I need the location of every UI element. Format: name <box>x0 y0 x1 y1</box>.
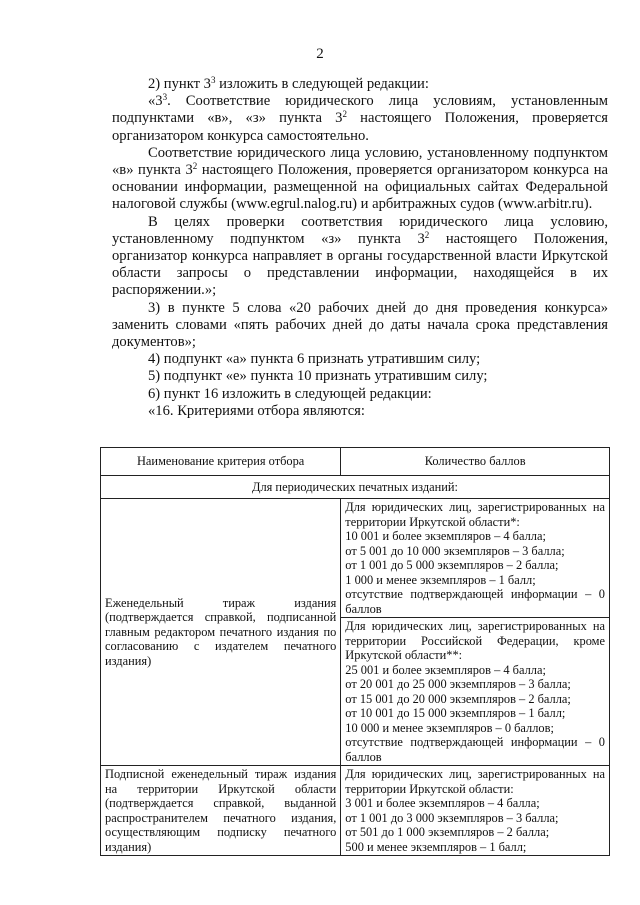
score-line: от 10 001 до 15 000 экземпляров – 1 балл; <box>345 706 566 720</box>
table-row <box>101 766 610 856</box>
score-intro: Для юридических лиц, зарегистрированных на территории Иркутской области*: <box>345 500 605 529</box>
paragraph-compliance-v <box>112 145 608 214</box>
paragraph-compliance-z <box>112 214 608 300</box>
score-line: отсутствие подтверждающей информации – 0 баллов <box>345 587 605 616</box>
header-score: Количество баллов <box>341 448 610 476</box>
paragraph-text: настоящего Положения, организатор конкурса направляет в органы государственной власти Иркутской области запросы о представлении информации, находящейся в их распоряжении.»; <box>112 230 608 299</box>
table-row <box>101 499 610 618</box>
score-cell <box>341 499 610 618</box>
superscript: 3 <box>162 92 168 103</box>
page-number: 2 <box>316 46 324 62</box>
paragraph-item-3: 3) в пункте 5 слова «20 рабочих дней до дня проведения конкурса» заменить словами «пять рабочих дней до даты начала срока представления документов»; <box>112 299 608 351</box>
score-line: 10 000 и менее экземпляров – 0 баллов; <box>345 720 554 735</box>
paragraph-text: изложить в следующей редакции: <box>215 76 429 92</box>
paragraph-text: В целях проверки соответствия юридического лица условию, установленному подпунктом «з» пункта 3 <box>112 213 608 247</box>
score-line: 1 000 и менее экземпляров – 1 балл; <box>345 572 536 587</box>
paragraph-clause-16: «16. Критериями отбора являются: <box>148 402 365 419</box>
score-line: 500 и менее экземпляров – 1 балл; <box>345 839 527 854</box>
paragraph-item-5: 5) подпункт «е» пункта 10 признать утратившим силу; <box>148 368 488 385</box>
score-line: от 501 до 1 000 экземпляров – 2 балла; <box>345 825 550 839</box>
score-line: от 1 001 до 3 000 экземпляров – 3 балла; <box>345 810 559 825</box>
superscript: 2 <box>192 161 198 172</box>
header-criterion: Наименование критерия отбора <box>101 448 341 476</box>
criterion-name: Еженедельный тираж издания (подтверждается справкой, подписанной главным редактором печатного издания по согласованию с издателем печатного издания) <box>101 499 341 766</box>
superscript: 3 <box>210 75 216 85</box>
paragraph-item-4: 4) подпункт «а» пункта 6 признать утратившим силу; <box>148 351 481 368</box>
table-header-row <box>101 448 610 476</box>
score-line: отсутствие подтверждающей информации – 0 баллов <box>345 735 605 764</box>
score-line: 10 001 и более экземпляров – 4 балла; <box>345 529 546 543</box>
paragraph-item-2 <box>112 76 608 93</box>
score-intro: Для юридических лиц, зарегистрированных на территории Иркутской области: <box>345 767 605 796</box>
superscript: 2 <box>342 109 347 120</box>
score-cell <box>341 766 610 856</box>
paragraph-text: настоящего Положения, проверяется организатором конкурса самостоятельно. <box>112 110 609 144</box>
score-line: 3 001 и более экземпляров – 4 балла; <box>345 796 540 810</box>
paragraph-text: «3 <box>148 93 163 110</box>
paragraph-text: . Соответствие юридического лица условиям, установленным подпунктами «в», «з» пункта 3 <box>112 93 608 127</box>
score-line: 25 001 и более экземпляров – 4 балла; <box>345 662 546 677</box>
score-line: от 1 001 до 5 000 экземпляров – 2 балла; <box>345 558 559 572</box>
table-section-row <box>101 475 610 499</box>
score-line: от 15 001 до 20 000 экземпляров – 2 балла; <box>345 691 571 706</box>
criteria-table <box>100 447 610 856</box>
paragraph-clause-3-3 <box>112 93 608 145</box>
paragraph-item-6: 6) пункт 16 изложить в следующей редакции: <box>148 385 432 402</box>
score-cell <box>341 618 610 766</box>
paragraph-text: 2) пункт 3 <box>148 76 211 92</box>
score-line: от 5 001 до 10 000 экземпляров – 3 балла; <box>345 543 565 558</box>
section-title: Для периодических печатных изданий: <box>101 475 610 499</box>
score-line: от 20 001 до 25 000 экземпляров – 3 балла; <box>345 677 571 691</box>
paragraph-text: настоящего Положения, проверяется организатором конкурса на основании информации, размещенной на официальных сайтах Федеральной налоговой службы (www.egrul.nalog.ru) и арбитражных судов (www.arbitr.ru). <box>112 162 608 213</box>
superscript: 2 <box>424 229 430 240</box>
paragraph-text: Соответствие юридического лица условию, установленному подпунктом «в» пункта 3 <box>112 144 608 179</box>
criterion-name: Подписной еженедельный тираж издания на территории Иркутской области (подтверждается справкой, выданной распространителем печатного издания, осуществляющим подписку печатного издания) <box>101 766 341 856</box>
document-body <box>112 76 608 420</box>
score-intro: Для юридических лиц, зарегистрированных на территории Российской Федерации, кроме Иркутской области**: <box>345 619 605 662</box>
